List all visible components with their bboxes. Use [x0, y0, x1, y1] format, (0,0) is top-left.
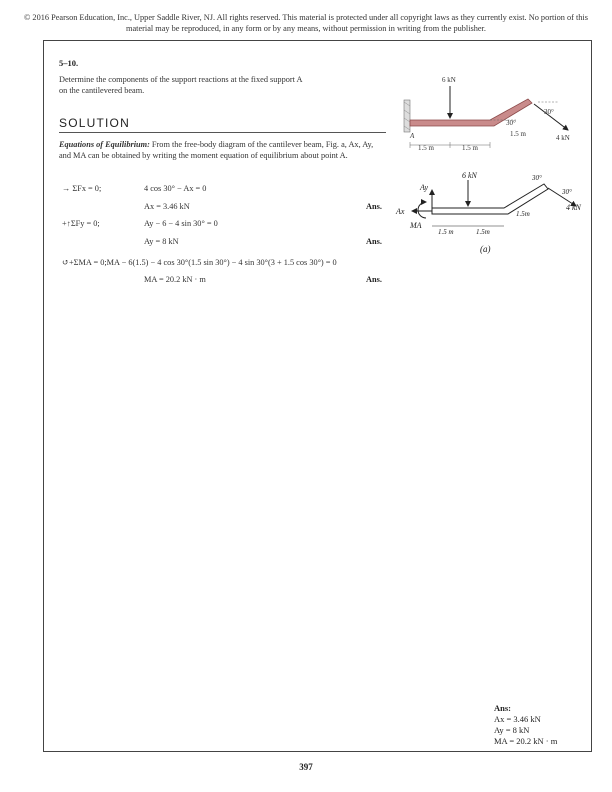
solution-title: SOLUTION — [59, 116, 130, 130]
answer-box-title: Ans: — [494, 703, 512, 713]
problem-figure — [398, 72, 588, 156]
fbd-dim-c: 1.5m — [516, 210, 530, 218]
answer-box — [494, 703, 557, 747]
fbd-moment-arrow — [418, 202, 426, 218]
ans-label-2: Ans. — [366, 237, 382, 246]
solution-divider — [59, 132, 386, 133]
solution-intro-text: From the free-body diagram of the cantilever beam, Fig. a, Ax, Ay, and MA can be obtained by writing the moment equation of equilibrium about point A. — [59, 140, 374, 160]
solution-intro — [59, 139, 386, 161]
eq2-result: Ay = 8 kN — [144, 237, 179, 246]
eq3-result: MA = 20.2 kN · m — [144, 275, 206, 284]
fbd-dim-a: 1.5 m — [438, 228, 454, 236]
dim-label-3: 1.5 m — [510, 130, 526, 138]
fbd-dim-b: 1.5m — [476, 228, 490, 236]
ans-label-3: Ans. — [366, 275, 382, 284]
dim-label-1: 1.5 m — [418, 144, 434, 152]
page-number: 397 — [299, 762, 313, 772]
answer-ay: Ay = 8 kN — [494, 725, 530, 735]
fixed-wall — [404, 100, 410, 132]
solution-intro-head: Equations of Equilibrium: — [59, 140, 150, 149]
angle-label-30-top: 30° — [544, 108, 554, 116]
eq2: Ay − 6 − 4 sin 30° = 0 — [144, 219, 218, 228]
load-label-6kn: 6 kN — [442, 76, 456, 84]
eq1: 4 cos 30° − Ax = 0 — [144, 184, 207, 193]
fbd-ax-label: Ax — [396, 207, 405, 216]
fbd-angle-30b: 30° — [562, 188, 572, 196]
eq2-label: +↑ΣFy = 0; — [62, 219, 100, 228]
problem-number: 5–10. — [59, 58, 79, 68]
support-label-a: A — [410, 132, 415, 140]
eq1-label: → ΣFx = 0; — [62, 184, 102, 193]
fbd-ma-label: MA — [410, 221, 422, 230]
angle-label-30-bend: 30° — [506, 119, 516, 127]
ans-label-1: Ans. — [366, 202, 382, 211]
eq1-result: Ax = 3.46 kN — [144, 202, 190, 211]
fbd-4kn-label: 4 kN — [566, 203, 581, 212]
eq3: ↺+ΣMA = 0;MA − 6(1.5) − 4 cos 30°(1.5 sin 30°) − 4 sin 30°(3 + 1.5 cos 30°) = 0 — [62, 258, 337, 267]
answer-ma: MA = 20.2 kN · m — [494, 736, 558, 746]
fbd-beam — [432, 184, 548, 214]
free-body-diagram — [392, 168, 588, 258]
fbd-angle-30: 30° — [532, 174, 542, 182]
fbd-caption: (a) — [480, 244, 491, 254]
copyright-notice: © 2016 Pearson Education, Inc., Upper Saddle River, NJ. All rights reserved. This material is protected under all copyright laws as they currently exist. No portion of this material may be reproduced, in any form or by any means, without permission in writing from the publisher. — [24, 13, 588, 33]
answer-ax: Ax = 3.46 kN — [494, 714, 541, 724]
dim-label-2: 1.5 m — [462, 144, 478, 152]
fbd-ay-label: Ay — [420, 183, 428, 192]
load-label-4kn: 4 kN — [556, 134, 570, 142]
fbd-6kn-label: 6 kN — [462, 171, 477, 180]
problem-statement: Determine the components of the support reactions at the fixed support A on the cantilevered beam. — [59, 75, 303, 95]
